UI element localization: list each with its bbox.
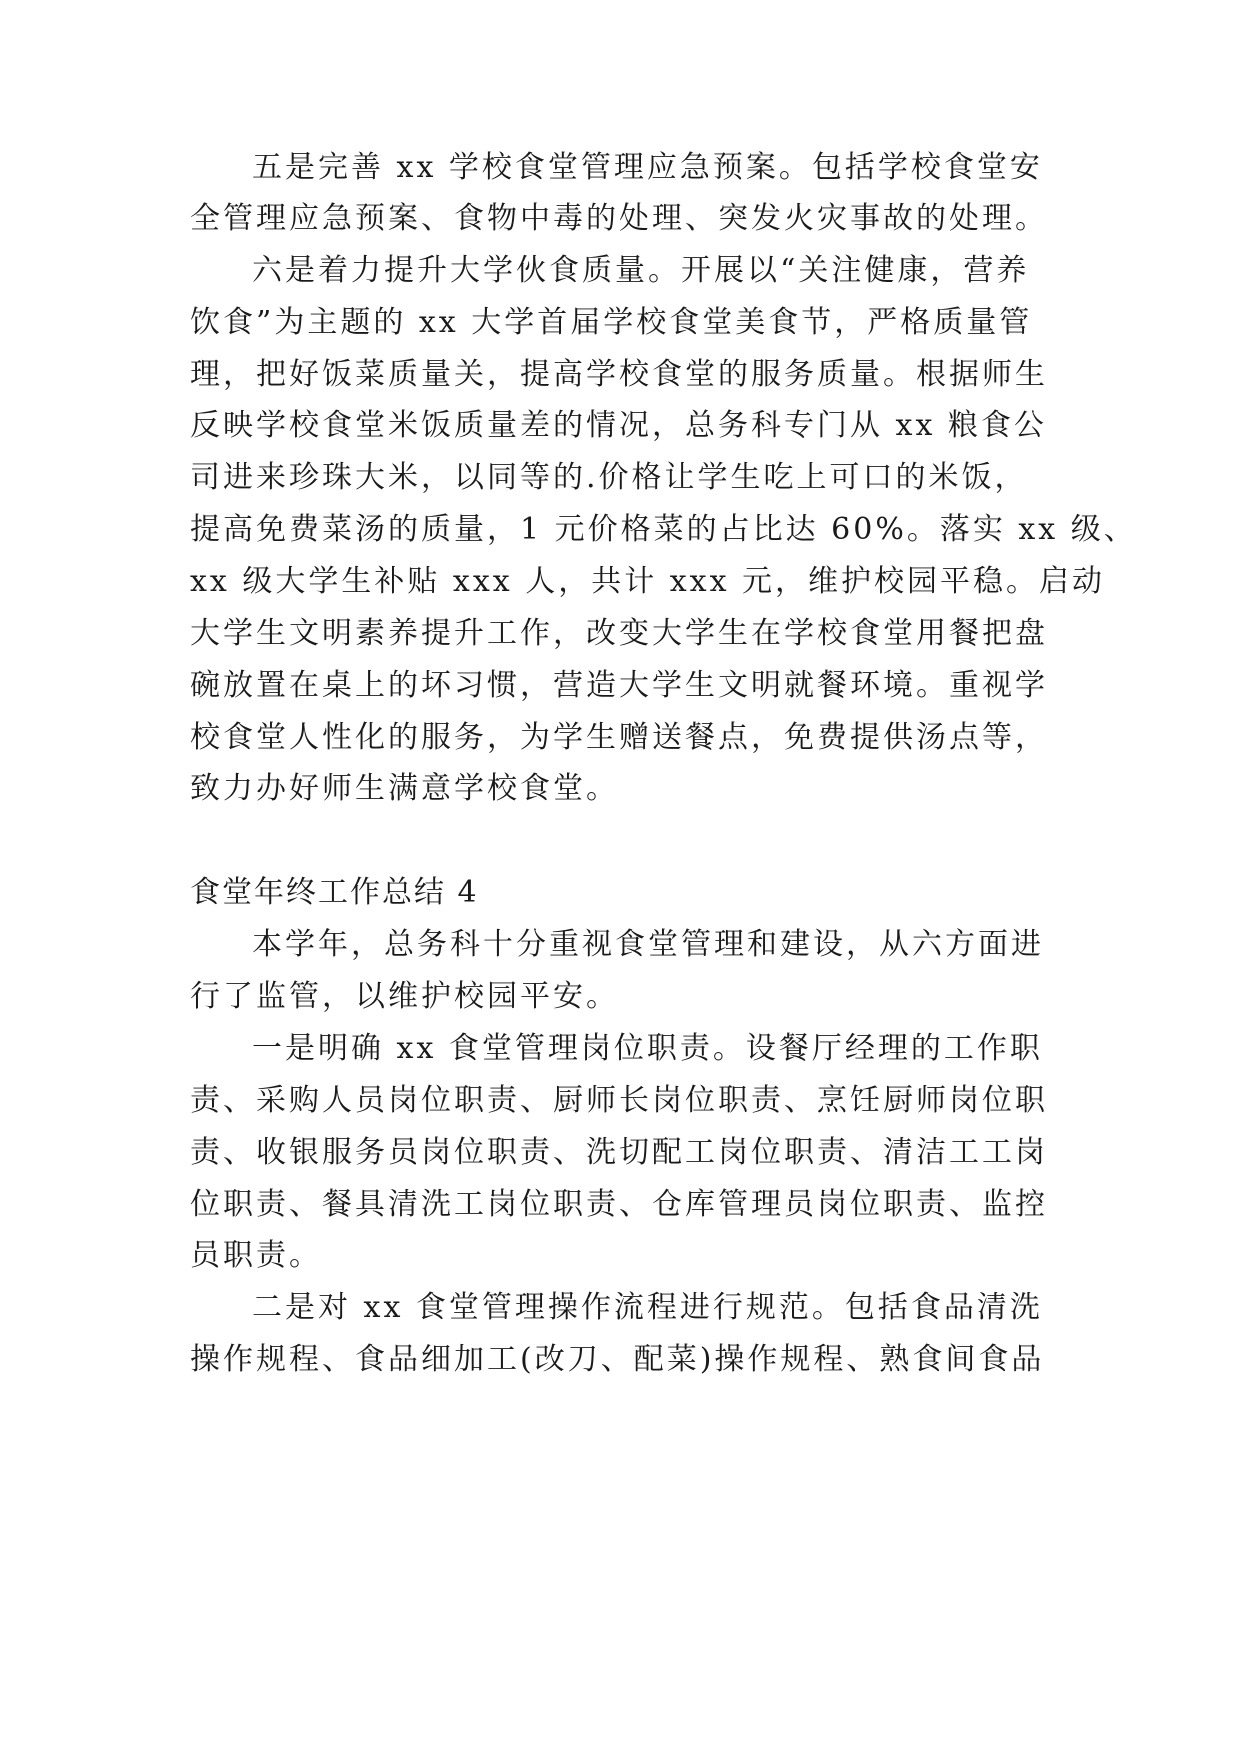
paragraph-6-line-4: 反映学校食堂米饭质量差的情况，总务科专门从 xx 粮食公 xyxy=(190,408,1047,443)
item-1-line-3: 责、收银服务员岗位职责、洗切配工岗位职责、清洁工工岗 xyxy=(190,1135,1048,1170)
item-2-line-2: 操作规程、食品细加工(改刀、配菜)操作规程、熟食间食品 xyxy=(190,1342,1045,1377)
paragraph-6-line-3: 理，把好饭菜质量关，提高学校食堂的服务质量。根据师生 xyxy=(190,357,1048,392)
paragraph-6-line-8: 大学生文明素养提升工作，改变大学生在学校食堂用餐把盘 xyxy=(190,616,1048,651)
paragraph-6-line-10: 校食堂人性化的服务，为学生赠送餐点，免费提供汤点等， xyxy=(190,720,1048,755)
paragraph-6-line-2: 饮食”为主题的 xx 大学首届学校食堂美食节，严格质量管 xyxy=(190,305,1033,340)
item-1-line-5: 员职责。 xyxy=(190,1238,322,1273)
paragraph-6-line-7: xx 级大学生补贴 xxx 人，共计 xxx 元，维护校园平稳。启动 xyxy=(190,564,1106,599)
paragraph-6-line-6: 提高免费菜汤的质量，1 元价格菜的占比达 60%。落实 xx 级、 xyxy=(190,512,1137,547)
paragraph-6-line-11: 致力办好师生满意学校食堂。 xyxy=(190,771,619,806)
paragraph-5-line-2: 全管理应急预案、食物中毒的处理、突发火灾事故的处理。 xyxy=(190,201,1048,236)
paragraph-6-line-5: 司进来珍珠大米，以同等的.价格让学生吃上可口的米饭， xyxy=(190,460,1028,495)
paragraph-6-line-9: 碗放置在桌上的坏习惯，营造大学生文明就餐环境。重视学 xyxy=(190,668,1048,703)
item-1-line-4: 位职责、餐具清洗工岗位职责、仓库管理员岗位职责、监控 xyxy=(190,1187,1048,1222)
item-1-line-2: 责、采购人员岗位职责、厨师长岗位职责、烹饪厨师岗位职 xyxy=(190,1083,1048,1118)
intro-line-1: 本学年，总务科十分重视食堂管理和建设，从六方面进 xyxy=(252,927,1044,962)
intro-line-2: 行了监管，以维护校园平安。 xyxy=(190,979,619,1014)
section-heading: 食堂年终工作总结 4 xyxy=(190,875,479,910)
paragraph-5-line-1: 五是完善 xx 学校食堂管理应急预案。包括学校食堂安 xyxy=(252,150,1043,185)
paragraph-6-line-1: 六是着力提升大学伙食质量。开展以“关注健康，营养 xyxy=(252,253,1030,288)
item-1-line-1: 一是明确 xx 食堂管理岗位职责。设餐厅经理的工作职 xyxy=(252,1031,1043,1066)
item-2-line-1: 二是对 xx 食堂管理操作流程进行规范。包括食品清洗 xyxy=(252,1290,1043,1325)
